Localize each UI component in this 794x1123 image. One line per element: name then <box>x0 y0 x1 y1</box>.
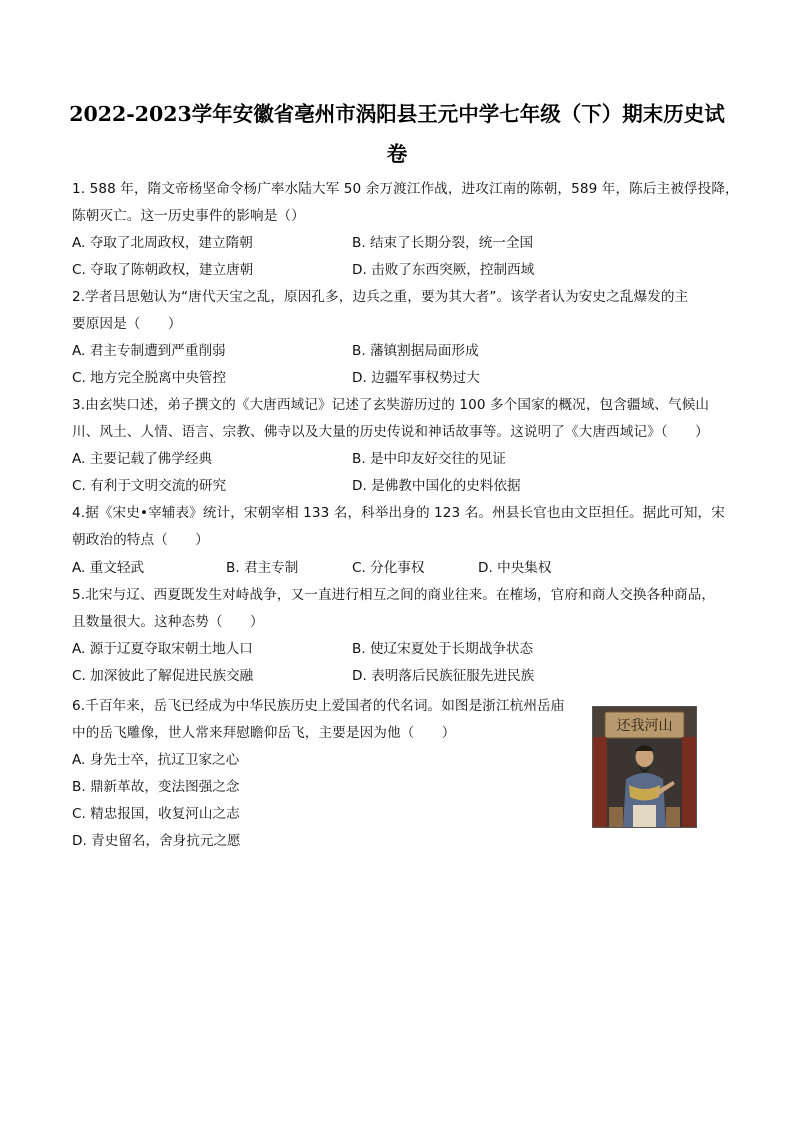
question-4-option-d: D. 中央集权 <box>478 560 552 576</box>
question-4-option-b: B. 君主专制 <box>226 560 299 576</box>
question-3-stem-line-1: 3.由玄奘口述，弟子撰文的《大唐西域记》记述了玄奘游历过的 100 多个国家的概况，包含疆域、气候山 <box>72 397 710 413</box>
question-1-stem-line-2: 陈朝灭亡。这一历史事件的影响是（） <box>72 208 305 224</box>
question-5-option-a: A. 源于辽夏夺取宋朝土地人口 <box>72 641 253 657</box>
question-2-stem-line-2: 要原因是（ ） <box>72 316 182 332</box>
question-5-option-b: B. 使辽宋夏处于长期战争状态 <box>352 641 534 657</box>
question-1-stem-line-1: 1. 588 年，隋文帝杨坚命令杨广率水陆大军 50 余万渡江作战，进攻江南的陈朝，589 年，陈后主被俘投降， <box>72 181 739 197</box>
question-2-option-b: B. 藩镇割据局面形成 <box>352 343 479 359</box>
question-6-stem-line-2: 中的岳飞雕像，世人常来拜慰瞻仰岳飞，主要是因为他（ ） <box>72 725 456 741</box>
question-3-option-c: C. 有利于文明交流的研究 <box>72 478 227 494</box>
question-3-option-b: B. 是中印友好交往的见证 <box>352 451 506 467</box>
question-1-option-c: C. 夺取了陈朝政权，建立唐朝 <box>72 262 254 278</box>
question-6-option-b: B. 鼎新革故，变法图强之念 <box>72 779 240 795</box>
question-3-option-d: D. 是佛教中国化的史料依据 <box>352 478 521 494</box>
question-2-option-a: A. 君主专制遭到严重削弱 <box>72 343 226 359</box>
question-6-option-a: A. 身先士卒，抗辽卫家之心 <box>72 752 240 768</box>
question-2-stem-line-1: 2.学者吕思勉认为“唐代天宝之乱，原因孔多，边兵之重，要为其大者”。该学者认为安史之乱爆发的主 <box>72 289 689 305</box>
question-6-stem-line-1: 6.千百年来，岳飞已经成为中华民族历史上爱国者的代名词。如图是浙江杭州岳庙 <box>72 698 565 714</box>
question-4-option-a: A. 重文轻武 <box>72 560 145 576</box>
question-6-option-d: D. 青史留名，舍身抗元之愿 <box>72 833 241 849</box>
question-5-option-d: D. 表明落后民族征服先进民族 <box>352 668 535 684</box>
exam-title-line-2: 卷 <box>386 142 408 166</box>
question-1-option-d: D. 击败了东西突厥，控制西域 <box>352 262 535 278</box>
question-4-stem-line-2: 朝政治的特点（ ） <box>72 532 209 548</box>
question-3-option-a: A. 主要记载了佛学经典 <box>72 451 213 467</box>
question-1-option-a: A. 夺取了北周政权，建立隋朝 <box>72 235 253 251</box>
question-3-stem-line-2: 川、风土、人情、语言、宗教、佛寺以及大量的历史传说和神话故事等。这说明了《大唐西域记》（ ） <box>72 424 709 440</box>
plaque-calligraphy: 还我河山 <box>616 718 673 734</box>
exam-title-line-1: 2022-2023学年安徽省亳州市涡阳县王元中学七年级（下）期末历史试 <box>69 102 725 126</box>
question-5-stem-line-1: 5.北宋与辽、西夏既发生对峙战争，又一直进行相互之间的商业往来。在榷场，官府和商人交换各种商品， <box>72 587 716 603</box>
question-1-option-b: B. 结束了长期分裂，统一全国 <box>352 235 534 251</box>
question-2-option-d: D. 边疆军事权势过大 <box>352 370 480 386</box>
question-6-option-c: C. 精忠报国，收复河山之志 <box>72 806 240 822</box>
question-4-stem-line-1: 4.据《宋史•宰辅表》统计，宋朝宰相 133 名，科举出身的 123 名。州县长官也由文臣担任。据此可知，宋 <box>72 505 725 521</box>
question-5-stem-line-2: 且数量很大。这种态势（ ） <box>72 614 264 630</box>
yue-fei-statue-photo <box>592 706 697 828</box>
question-5-option-c: C. 加深彼此了解促进民族交融 <box>72 668 254 684</box>
question-2-option-c: C. 地方完全脱离中央管控 <box>72 370 227 386</box>
question-4-option-c: C. 分化事权 <box>352 560 425 576</box>
